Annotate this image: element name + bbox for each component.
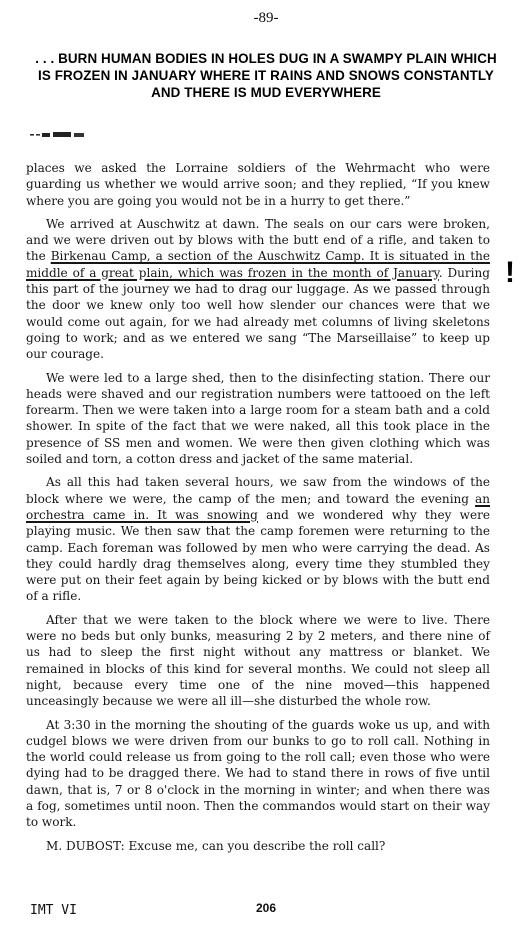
stamp-mark bbox=[30, 130, 90, 140]
headline bbox=[0, 50, 532, 101]
headline-line: . . . BURN HUMAN BODIES IN HOLES DUG IN A SWAMPY PLAIN WHICH bbox=[35, 51, 497, 66]
document-page-number: 206 bbox=[255, 901, 277, 915]
paragraph bbox=[26, 216, 490, 363]
paragraph-text: We arrived at Auschwitz at dawn. The seals on our cars were broken, and we were driven out by blows with the butt end of a rifle, and taken to the bbox=[26, 216, 490, 264]
paragraph: At 3:30 in the morning the shouting of the guards woke us up, and with cudgel blows we were driven from our bunks to go to roll call. Nothing in the world could release us from going to the roll call; even those who were dying had to be dragged there. We had to stand there in rows of five until dawn, that is, 7 or 8 o'clock in the morning in winter; and when there was a fog, sometimes until noon. Then the commandos would start on their way to work. bbox=[26, 717, 490, 830]
paragraph: After that we were taken to the block where we were to live. There were no beds but only bunks, measuring 2 by 2 meters, and there nine of us had to sleep the first night without any mattress or blanket. We remained in blocks of this kind for several months. We could not sleep all night, because every time one of the nine moved—this happened unceasingly because we were all ill—she disturbed the whole row. bbox=[26, 612, 490, 709]
page-number: -89- bbox=[253, 10, 279, 26]
headline-line: AND THERE IS MUD EVERYWHERE bbox=[151, 85, 381, 100]
body-text bbox=[26, 160, 490, 861]
paragraph-text: and we wondered why they were playing music. We then saw that the camp foremen were returning to the camp. Each foreman was followed by men who were carrying the dead. As they could hardly drag themselves along, every time they stumbled they were put on their feet again by being kicked or by blows with the butt end of a rifle. bbox=[26, 507, 490, 604]
paragraph: M. DUBOST: Excuse me, can you describe the roll call? bbox=[46, 838, 386, 853]
paragraph-text: . During this part of the journey we had to drag our luggage. As we passed through the door we knew only too well how slender our chances were that we would come out again, for we had already met columns of living skeletons going to work; and as we entered we sang “The Marseillaise” to keep up our courage. bbox=[26, 265, 490, 362]
headline-line: IS FROZEN IN JANUARY WHERE IT RAINS AND SNOWS CONSTANTLY bbox=[38, 68, 494, 83]
paragraph: We were led to a large shed, then to the disinfecting station. There our heads were shaved and our registration numbers were tattooed on the left forearm. Then we were taken into a large room for a steam bath and a cold shower. In spite of the fact that we were naked, all this took place in the presence of SS men and women. We were then given clothing which was soiled and torn, a cotton dress and jacket of the same material. bbox=[26, 370, 490, 467]
volume-label: IMT VI bbox=[30, 903, 77, 918]
underlined-text: Birkenau Camp, a section of the Auschwitz Camp. It is situated in the middle of a great plain, which was frozen in the month of January bbox=[26, 249, 490, 280]
paragraph-text: As all this had taken several hours, we saw from the windows of the block where we were, the camp of the men; and toward the evening bbox=[26, 475, 490, 506]
paragraph: places we asked the Lorraine soldiers of the Wehrmacht who were guarding us whether we would arrive soon; and they replied, “If you knew where you are going you would not be in a hurry to get there.” bbox=[26, 161, 490, 208]
paragraph bbox=[26, 474, 490, 604]
underlined-text: an orchestra came in. It was snowing bbox=[26, 491, 490, 522]
exclamation-margin-mark: ! bbox=[505, 256, 515, 289]
